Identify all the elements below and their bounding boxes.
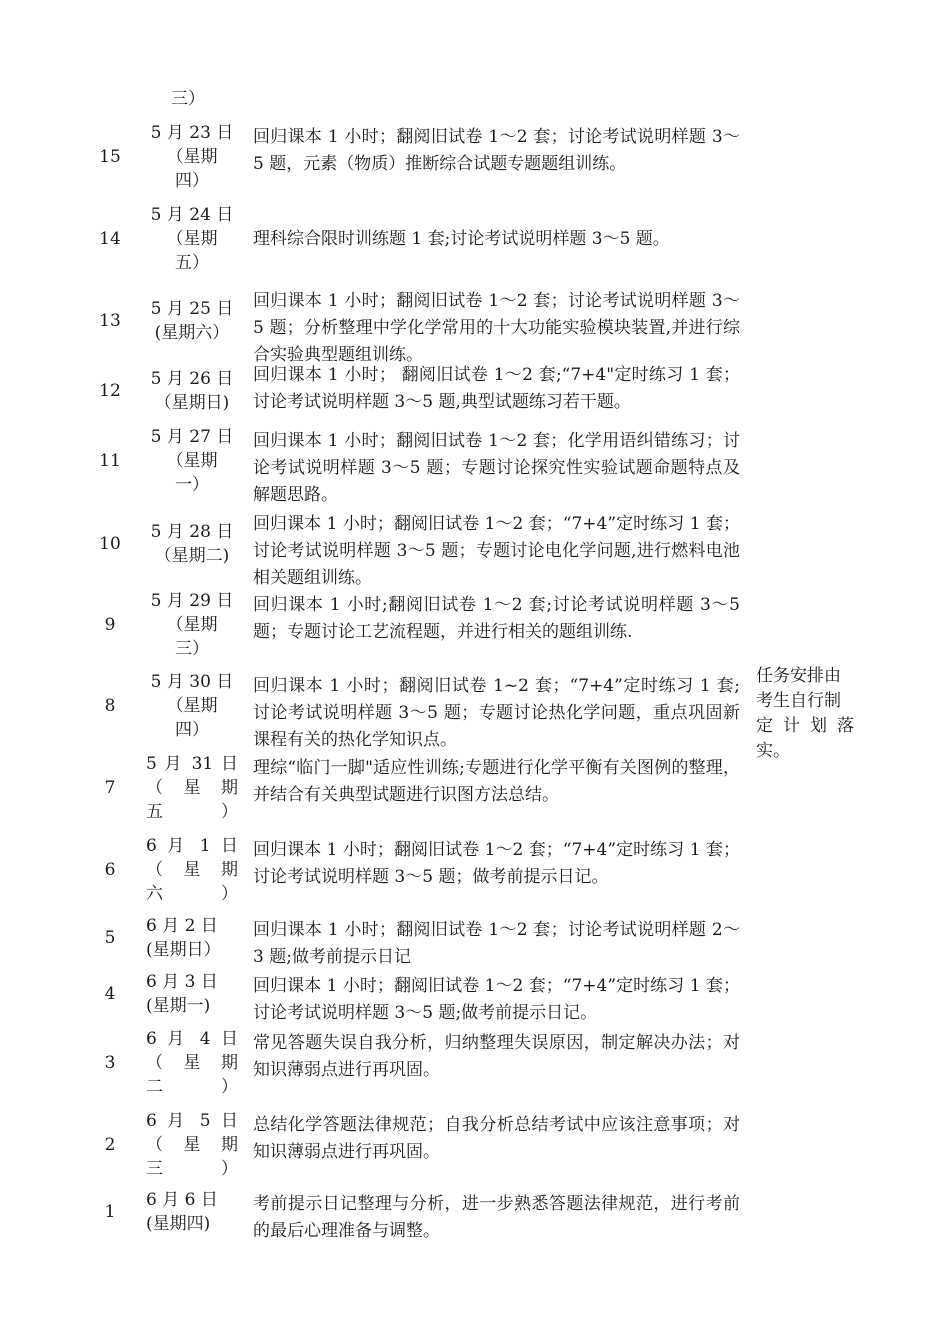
countdown-number: 9	[104, 615, 116, 635]
date-line: 6 月 1 日	[146, 836, 238, 856]
table-row	[0, 1106, 950, 1184]
date-line: (星期六）	[154, 323, 230, 343]
table-row	[0, 282, 950, 365]
countdown-number: 5	[104, 928, 116, 948]
date-line: 6 月 4 日	[146, 1029, 238, 1049]
date-cell	[146, 670, 238, 742]
date-line: 5 月 31 日	[146, 754, 238, 774]
date-cell	[146, 834, 238, 906]
table-row	[0, 364, 950, 418]
continued-date-fragment: 三）	[171, 89, 205, 109]
table-row	[0, 911, 950, 965]
date-line: （星期	[146, 1053, 238, 1073]
date-line: 四）	[175, 171, 209, 191]
table-row	[0, 586, 950, 664]
task-cell: 回归课本 1 小时；翻阅旧试卷 1～2 套；讨论考试说明样题 3～5 题；分析整理中学化学常用的十大功能实验模块装置,并进行综合实验典型题组训练。	[253, 291, 740, 365]
table-row	[0, 200, 950, 278]
task-cell: 总结化学答题法律规范；自我分析总结考试中应该注意事项；对知识薄弱点进行再巩固。	[253, 1115, 740, 1162]
date-cell	[146, 970, 238, 1018]
table-row	[0, 831, 950, 909]
date-cell	[146, 589, 238, 661]
date-line: （星期	[146, 1135, 238, 1155]
date-line: 5 月 23 日	[150, 123, 234, 143]
date-line: 五）	[175, 253, 209, 273]
task-cell: 回归课本 1 小时;翻阅旧试卷 1～2 套;讨论考试说明样题 3～5 题；专题讨论工艺流程题，并进行相关的题组训练.	[253, 595, 740, 642]
date-cell	[146, 1109, 238, 1181]
task-cell: 回归课本 1 小时；翻阅旧试卷 1～2 套；“7+4”定时练习 1 套；讨论考试说明样题 3～5 题;做考前提示日记。	[253, 976, 740, 1023]
side-note-line: 考生自行制	[756, 691, 841, 711]
date-line: （星期	[146, 778, 238, 798]
countdown-number: 1	[104, 1202, 116, 1222]
countdown-number: 2	[104, 1135, 116, 1155]
task-cell: 回归课本 1 小时；翻阅旧试卷 1～2 套；“7+4”定时练习 1 套；讨论考试说明样题 3～5 题；做考前提示日记。	[253, 840, 740, 887]
countdown-number: 14	[99, 229, 121, 249]
date-cell	[146, 520, 238, 568]
date-line: （星期	[166, 229, 218, 249]
date-line: 5 月 25 日	[150, 299, 234, 319]
countdown-number: 8	[104, 696, 116, 716]
date-line: （星期	[166, 615, 218, 635]
date-line: 二）	[146, 1077, 238, 1097]
table-row	[0, 1024, 950, 1102]
date-line: 六）	[146, 884, 238, 904]
date-cell	[146, 1027, 238, 1099]
date-line: 5 月 24 日	[150, 205, 234, 225]
countdown-number: 7	[104, 778, 116, 798]
countdown-number: 13	[99, 311, 121, 331]
table-row	[0, 505, 950, 588]
date-cell	[146, 121, 238, 193]
date-line: 5 月 27 日	[150, 427, 234, 447]
countdown-number: 4	[104, 984, 116, 1004]
countdown-number: 6	[104, 860, 116, 880]
date-cell	[146, 425, 238, 497]
date-cell	[146, 367, 238, 415]
task-cell: 回归课本 1 小时；翻阅旧试卷 1~2 套；“7+4”定时练习 1 套;讨论考试说明样题 3～5 题；专题讨论热化学问题，重点巩固新课程有关的热化学知识点。	[253, 676, 740, 750]
task-cell: 回归课本 1 小时； 翻阅旧试卷 1～2 套;“7+4"定时练习 1 套；讨论考试说明样题 3～5 题,典型试题练习若干题。	[253, 365, 740, 412]
date-line: 四）	[175, 720, 209, 740]
date-line: 6 月 5 日	[146, 1111, 238, 1131]
countdown-number: 11	[99, 451, 121, 471]
task-cell: 回归课本 1 小时；翻阅旧试卷 1～2 套；讨论考试说明样题 3～5 题，元素（物质）推断综合试题专题题组训练。	[253, 127, 740, 174]
task-cell: 回归课本 1 小时；翻阅旧试卷 1～2 套；化学用语纠错练习；讨论考试说明样题 3～5 题；专题讨论探究性实验试题命题特点及解题思路。	[253, 431, 740, 505]
table-row	[0, 422, 950, 505]
task-cell: 考前提示日记整理与分析，进一步熟悉答题法律规范，进行考前的最后心理准备与调整。	[253, 1194, 740, 1241]
date-line: 三）	[175, 639, 209, 659]
date-line: 6 月 6 日	[146, 1190, 218, 1210]
countdown-number: 10	[99, 534, 121, 554]
countdown-number: 15	[99, 147, 121, 167]
date-line: (星期日）	[146, 940, 221, 960]
date-line: （星期日)	[154, 393, 230, 413]
side-note-line: 实。	[756, 741, 790, 761]
task-cell: 回归课本 1 小时；翻阅旧试卷 1～2 套；讨论考试说明样题 2～3 题;做考前提示日记	[253, 920, 740, 967]
date-line: 5 月 29 日	[150, 591, 234, 611]
date-line: （星期	[166, 147, 218, 167]
date-cell	[146, 1188, 238, 1236]
date-line: 五）	[146, 802, 238, 822]
date-line: 6 月 3 日	[146, 972, 218, 992]
date-cell	[146, 914, 238, 962]
date-line: (星期四)	[146, 1214, 211, 1234]
task-cell: 理科综合限时训练题 1 套;讨论考试说明样题 3～5 题。	[253, 229, 670, 249]
date-line: （星期二)	[154, 546, 230, 566]
date-cell	[146, 752, 238, 824]
date-line: 5 月 28 日	[150, 522, 234, 542]
countdown-number: 12	[99, 381, 121, 401]
date-cell	[146, 203, 238, 275]
date-line: 三）	[146, 1159, 238, 1179]
side-note-line: 任务安排由	[756, 666, 841, 686]
date-line: 一）	[175, 475, 209, 495]
date-line: （星期	[166, 696, 218, 716]
table-row	[0, 118, 950, 196]
side-note	[756, 664, 854, 764]
task-cell: 理综“临门一脚"适应性训练;专题进行化学平衡有关图例的整理，并结合有关典型试题进行识图方法总结。	[253, 758, 740, 805]
date-line: 5 月 26 日	[150, 369, 234, 389]
date-line: 6 月 2 日	[146, 916, 218, 936]
countdown-number: 3	[104, 1053, 116, 1073]
side-note-line: 定计划落	[756, 716, 854, 736]
date-line: (星期一)	[146, 996, 211, 1016]
table-row	[0, 1185, 950, 1239]
date-line: （星期	[166, 451, 218, 471]
date-cell	[146, 297, 238, 345]
task-cell: 回归课本 1 小时；翻阅旧试卷 1～2 套；“7+4”定时练习 1 套；讨论考试说明样题 3～5 题；专题讨论电化学问题,进行燃料电池相关题组训练。	[253, 514, 740, 588]
date-line: （星期	[146, 860, 238, 880]
task-cell: 常见答题失误自我分析，归纳整理失误原因，制定解决办法；对知识薄弱点进行再巩固。	[253, 1033, 740, 1080]
table-row	[0, 967, 950, 1021]
date-line: 5 月 30 日	[150, 672, 234, 692]
